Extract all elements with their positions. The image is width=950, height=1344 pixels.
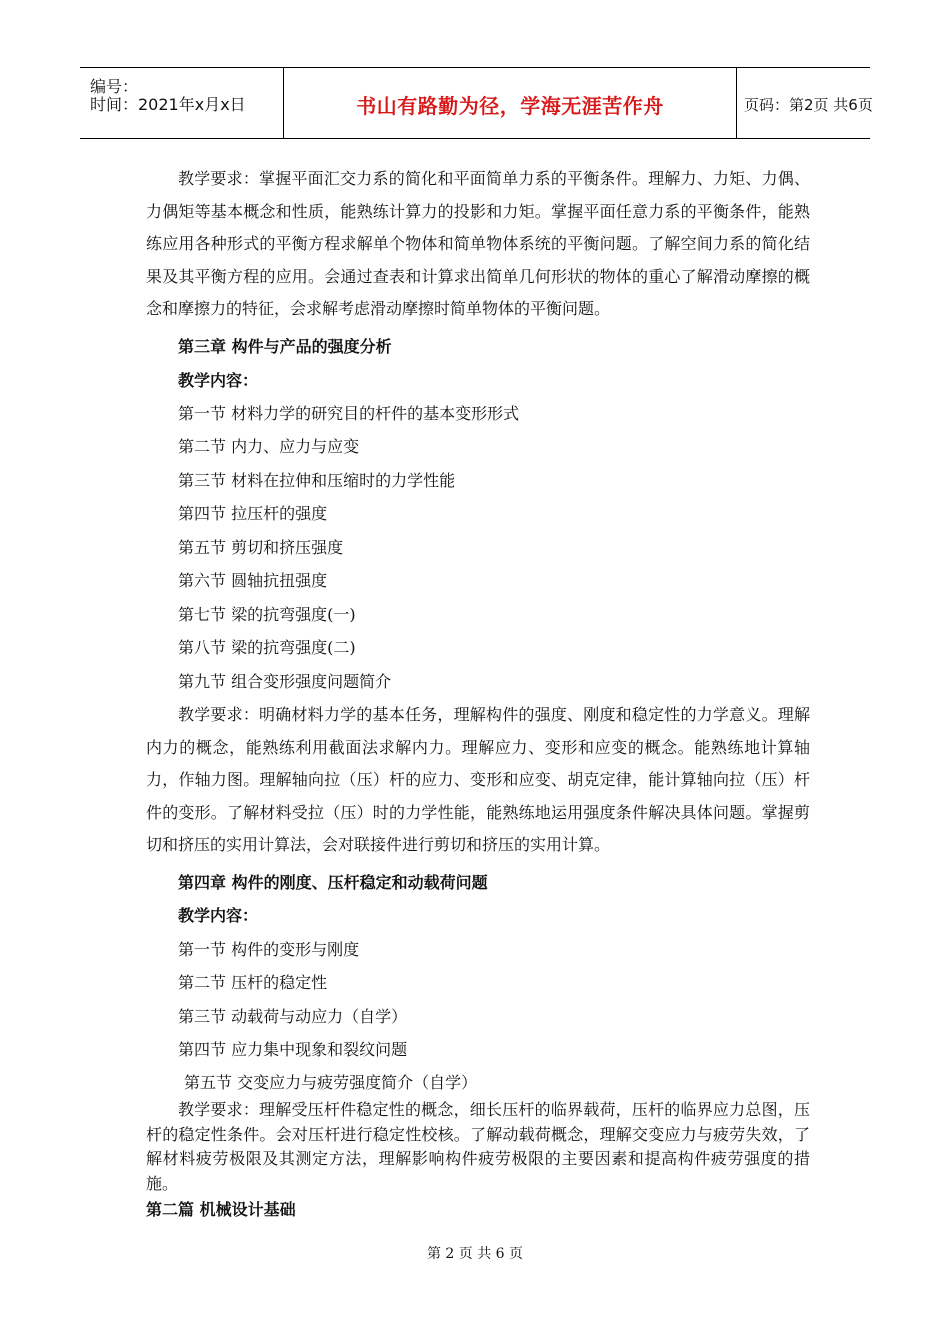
- chapter-4-section-5: 第五节 交变应力与疲劳强度简介（自学）: [184, 1073, 478, 1092]
- document-time-label: 时间：2021年x月x日: [90, 95, 246, 114]
- chapter-3-section-2: 第二节 内力、应力与应变: [178, 437, 360, 456]
- requirement-paragraph-1: 教学要求：掌握平面汇交力系的简化和平面简单力系的平衡条件。理解力、力矩、力偶、力偶矩等基本概念和性质，能熟练计算力的投影和力矩。掌握平面任意力系的平衡条件，能熟练应用各种形式的平衡方程求解单个物体和简单物体系统的平衡问题。了解空间力系的简化结果及其平衡方程的应用。会通过查表和计算求出简单几何形状的物体的重心了解滑动摩擦的概念和摩擦力的特征，会求解考虑滑动摩擦时简单物体的平衡问题。: [146, 169, 810, 318]
- page-footer: 第 2 页 共 6 页: [426, 1246, 524, 1262]
- document-number-label: 编号：: [90, 77, 139, 96]
- chapter-4-section-2: 第二节 压杆的稳定性: [178, 973, 328, 992]
- part-2-title: 第二篇 机械设计基础: [146, 1200, 296, 1219]
- header-page-info: 页码：第2页 共6页: [744, 96, 873, 114]
- chapter-3-section-1: 第一节 材料力学的研究目的杆件的基本变形形式: [178, 404, 520, 423]
- chapter-4-title: 第四章 构件的刚度、压杆稳定和动载荷问题: [178, 873, 488, 892]
- chapter-3-section-8: 第八节 梁的抗弯强度(二): [178, 638, 356, 657]
- chapter-3-title: 第三章 构件与产品的强度分析: [178, 337, 392, 356]
- chapter-3-section-5: 第五节 剪切和挤压强度: [178, 538, 344, 557]
- header-right-cell: [736, 68, 873, 138]
- chapter-3-section-4: 第四节 拉压杆的强度: [178, 504, 328, 523]
- chapter-3-section-7: 第七节 梁的抗弯强度(一): [178, 605, 356, 624]
- requirement-paragraph-2: 教学要求：明确材料力学的基本任务，理解构件的强度、刚度和稳定性的力学意义。理解内力的概念，能熟练利用截面法求解内力。理解应力、变形和应变的概念。能熟练地计算轴力，作轴力图。理解轴向拉（压）杆的应力、变形和应变、胡克定律，能计算轴向拉（压）杆件的变形。了解材料受拉（压）时的力学性能，能熟练地运用强度条件解决具体问题。掌握剪切和挤压的实用计算法，会对联接件进行剪切和挤压的实用计算。: [146, 705, 810, 854]
- page-header: [80, 67, 873, 139]
- chapter-3-content-label: 教学内容：: [178, 371, 259, 390]
- chapter-3-section-3: 第三节 材料在拉伸和压缩时的力学性能: [178, 471, 456, 490]
- chapter-3-section-6: 第六节 圆轴抗扭强度: [178, 571, 328, 590]
- header-motto: 书山有路勤为径，学海无涯苦作舟: [356, 94, 664, 118]
- header-center-cell: [283, 68, 737, 138]
- chapter-3-section-9: 第九节 组合变形强度问题简介: [178, 672, 392, 691]
- chapter-4-section-4: 第四节 应力集中现象和裂纹问题: [178, 1040, 408, 1059]
- chapter-4-section-3: 第三节 动载荷与动应力（自学）: [178, 1007, 408, 1026]
- chapter-4-content-label: 教学内容：: [178, 906, 259, 925]
- requirement-paragraph-3: 教学要求：理解受压杆件稳定性的概念，细长压杆的临界载荷，压杆的临界应力总图，压杆的稳定性条件。会对压杆进行稳定性校核。了解动载荷概念，理解交变应力与疲劳失效，了解材料疲劳极限及其测定方法，理解影响构件疲劳极限的主要因素和提高构件疲劳强度的措施。: [146, 1100, 810, 1193]
- header-left-cell: [80, 68, 283, 138]
- chapter-4-section-1: 第一节 构件的变形与刚度: [178, 940, 360, 959]
